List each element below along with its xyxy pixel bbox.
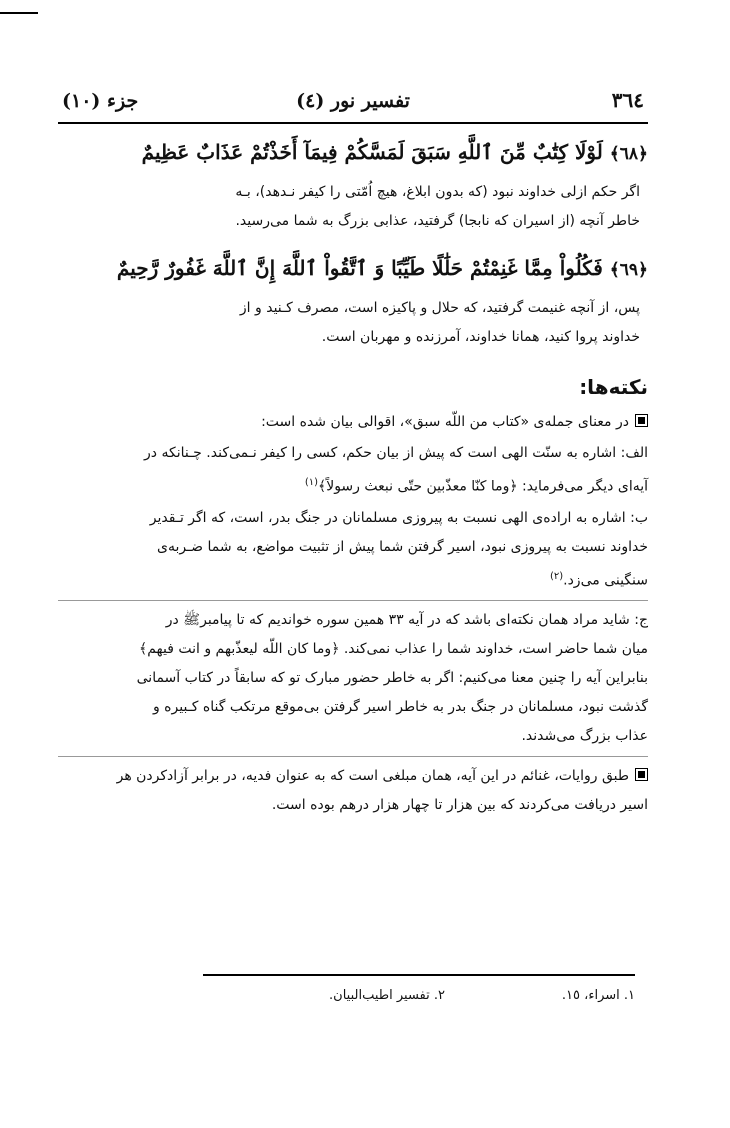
divider xyxy=(58,756,648,757)
note-line: آیه‌ای دیگر می‌فرماید: ﴿وما کنّا معذّبین حتّی نبعث رسولاً﴾ xyxy=(318,478,648,495)
note-line: میان شما حاضر است، خداوند شما را عذاب نمی‌کند. ﴿وما کان اللّه لیعذّبهم و انت فیهم﴾ xyxy=(139,641,648,658)
note-line: سنگینی می‌زد. xyxy=(563,572,648,589)
note-line: ب: اشاره به اراده‌ی الهی نسبت به پیروزی مسلمانان در جنگ بدر، است، که اگر تـقدیر xyxy=(149,509,648,526)
note-1-jim xyxy=(58,606,648,751)
book-page xyxy=(58,82,648,820)
note-item-2 xyxy=(58,762,648,820)
note-line: عذاب بزرگ می‌شدند. xyxy=(521,728,648,745)
notes-heading: نکته‌ها: xyxy=(579,375,648,399)
verse-69-translation xyxy=(58,294,648,352)
verse-69-arabic: فَكُلُواْ مِمَّا غَنِمْتُمْ حَلَٰلًا طَيِّبًا وَ ٱتَّقُواْ ٱللَّهَ إِنَّ ٱللَّهَ غَفُورٌ رَّحِيمٌ xyxy=(116,256,603,280)
verse-68-arabic: لَوْلَا كِتَٰبٌ مِّنَ ٱللَّهِ سَبَقَ لَمَسَّكُمْ فِيمَآ أَخَذْتُمْ عَذَابٌ عَظِيمٌ xyxy=(141,140,603,164)
page-number: ٣٦٤ xyxy=(611,88,644,112)
note-line: گذشت نبود، مسلمانان در جنگ بدر به خاطر اسیر گرفتن بی‌موقع مرتکب گناه کـبیره و xyxy=(152,699,648,716)
verse-68-number: ﴿٦٨﴾ xyxy=(609,144,648,164)
note-line: طبق روایات، غنائم در این آیه، همان مبلغی است که به عنوان فدیه، در برابر آزادکردن هر xyxy=(116,768,629,785)
verse-68-translation xyxy=(58,178,648,236)
footnote-ref: (١) xyxy=(304,477,319,488)
note-line: بنابراین آیه را چنین معنا می‌کنیم: اگر به خاطر حضور مبارک تو که سابقاً در کتاب آسمانی xyxy=(136,670,648,687)
translation-line: خاطر آنچه (از اسیران که نابجا) گرفتید، عذابی بزرگ به شما می‌رسید. xyxy=(235,213,640,229)
juz-label: جزء (١٠) xyxy=(62,90,139,112)
note-1-be xyxy=(58,504,648,596)
footnote-ref: (٢) xyxy=(549,570,564,582)
note-1-intro: در معنای جمله‌ی «کتاب من اللّه سبق»، اقوالی بیان شده است: xyxy=(261,414,629,430)
note-1-alef xyxy=(58,439,648,502)
translation-line: پس، از آنچه غنیمت گرفتید، که حلال و پاکیزه است، مصرف کـنید و از xyxy=(239,300,640,316)
translation-line: اگر حکم ازلی خداوند نبود (که بدون ابلاغ، هیچ اُمّتی را کیفر نـدهد)، بـه xyxy=(235,184,640,200)
verse-69-number: ﴿٦٩﴾ xyxy=(609,260,648,280)
divider xyxy=(58,600,648,601)
square-bullet-icon xyxy=(635,768,648,781)
footnote-2: ٢. تفسیر اطیب‌البیان. xyxy=(329,988,445,1003)
note-item-1 xyxy=(58,408,648,757)
page-header xyxy=(58,82,648,124)
note-line: خداوند نسبت به پیروزی نبود، اسیر گرفتن شما پیش از تثبیت مواضع، به شما ضـربه‌ی xyxy=(157,538,648,555)
note-line: الف: اشاره به سنّت الهی است که پیش از بیان حکم، کسی را کیفر نـمی‌کند. چـنانکه در xyxy=(144,445,648,461)
footnote-rule xyxy=(203,974,635,976)
running-title: تفسیر نور (٤) xyxy=(296,90,410,112)
note-line: ج: شاید مراد همان نکته‌ای باشد که در آیه ٣٣ همین سوره خواندیم که تا پیامبرﷺ در xyxy=(165,612,648,629)
translation-line: خداوند پروا کنید، همانا خداوند، آمرزنده و مهربان است. xyxy=(321,329,640,345)
footnote-1: ١. اسراء، ١٥. xyxy=(561,988,635,1003)
verse-69 xyxy=(58,250,648,288)
note-line: اسیر دریافت می‌کردند که بین هزار تا چهار هزار درهم بوده است. xyxy=(271,797,648,814)
scan-corner-mark xyxy=(0,12,38,14)
square-bullet-icon xyxy=(635,414,648,427)
verse-68 xyxy=(58,134,648,172)
